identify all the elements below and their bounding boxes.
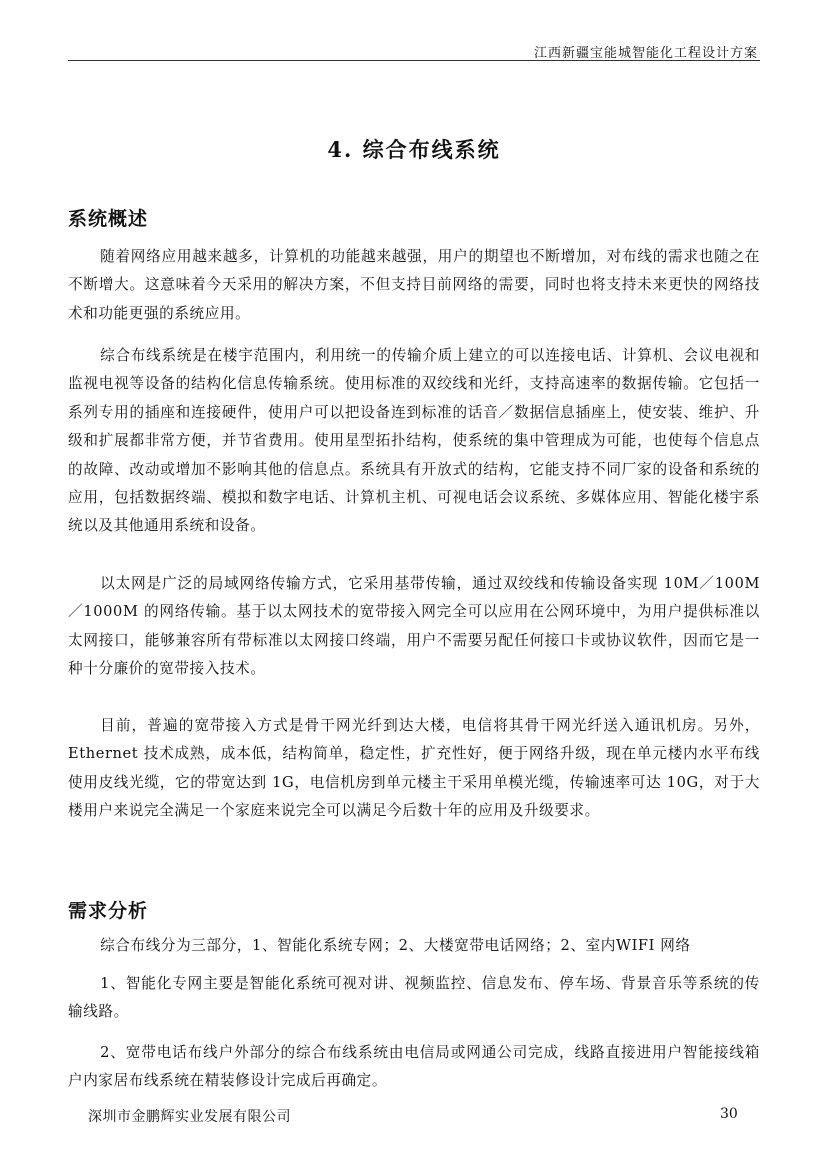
footer-company: 深圳市金鹏辉实业发展有限公司 (88, 1109, 291, 1125)
requirements-paragraph: 1、智能化专网主要是智能化系统可视对讲、视频监控、信息发布、停车场、背景音乐等系统的传输线路。 (68, 975, 760, 1021)
requirements-paragraph: 2、宽带电话布线户外部分的综合布线系统由电信局或网通公司完成，线路直接进用户智能接线箱户内家居布线系统在精装修设计完成后再确定。 (68, 1044, 760, 1090)
footer-page-number: 30 (720, 1106, 738, 1122)
page-header-title: 江西新疆宝能城智能化工程设计方案 (533, 46, 758, 61)
page-header-rule (68, 60, 760, 61)
overview-paragraph: 以太网是广泛的局域网络传输方式，它采用基带传输，通过双绞线和传输设备实现 10M／100M／1000M 的网络传输。基于以太网技术的宽带接入网完全可以应用在公网环境中，为用户提供标准以太网接口，能够兼容所有带标准以太网接口终端，用户不需要另配任何接口卡或协议软件，因而它是一种十分廉价的宽带接入技术。 (68, 575, 760, 678)
chapter-title: 4. 综合布线系统 (327, 137, 501, 162)
overview-paragraph: 目前，普遍的宽带接入方式是骨干网光纤到达大楼，电信将其骨干网光纤送入通讯机房。另外，Ethernet 技术成熟，成本低，结构简单，稳定性，扩充性好，便于网络升级，现在单元楼内水平布线使用皮线光缆，它的带宽达到 1G，电信机房到单元楼主干采用单模光缆，传输速率可达 10G，对于大楼用户来说完全满足一个家庭来说完全可以满足今后数十年的应用及升级要求。 (68, 717, 760, 820)
overview-paragraph: 综合布线系统是在楼宇范围内，利用统一的传输介质上建立的可以连接电话、计算机、会议电视和监视电视等设备的结构化信息传输系统。使用标准的双绞线和光纤，支持高速率的数据传输。它包括一系列专用的插座和连接硬件，使用户可以把设备连到标准的话音／数据信息插座上，使安装、维护、升级和扩展都非常方便，并节省费用。使用星型拓扑结构，使系统的集中管理成为可能，也使每个信息点的故障、改动或增加不影响其他的信息点。系统具有开放式的结构，它能支持不同厂家的设备和系统的应用，包括数据终端、模拟和数字电话、计算机主机、可视电话会议系统、多媒体应用、智能化楼宇系统以及其他通用系统和设备。 (68, 347, 760, 535)
requirements-paragraph: 综合布线分为三部分，1、智能化系统专网；2、大楼宽带电话网络；2、室内WIFI 网络 (100, 937, 691, 954)
overview-paragraph: 随着网络应用越来越多，计算机的功能越来越强，用户的期望也不断增加，对布线的需求也随之在不断增大。这意味着今天采用的解决方案，不但支持目前网络的需要，同时也将支持未来更快的网络技术和功能更强的系统应用。 (68, 248, 760, 322)
section-heading-overview: 系统概述 (68, 208, 149, 230)
section-heading-requirements: 需求分析 (68, 900, 149, 922)
